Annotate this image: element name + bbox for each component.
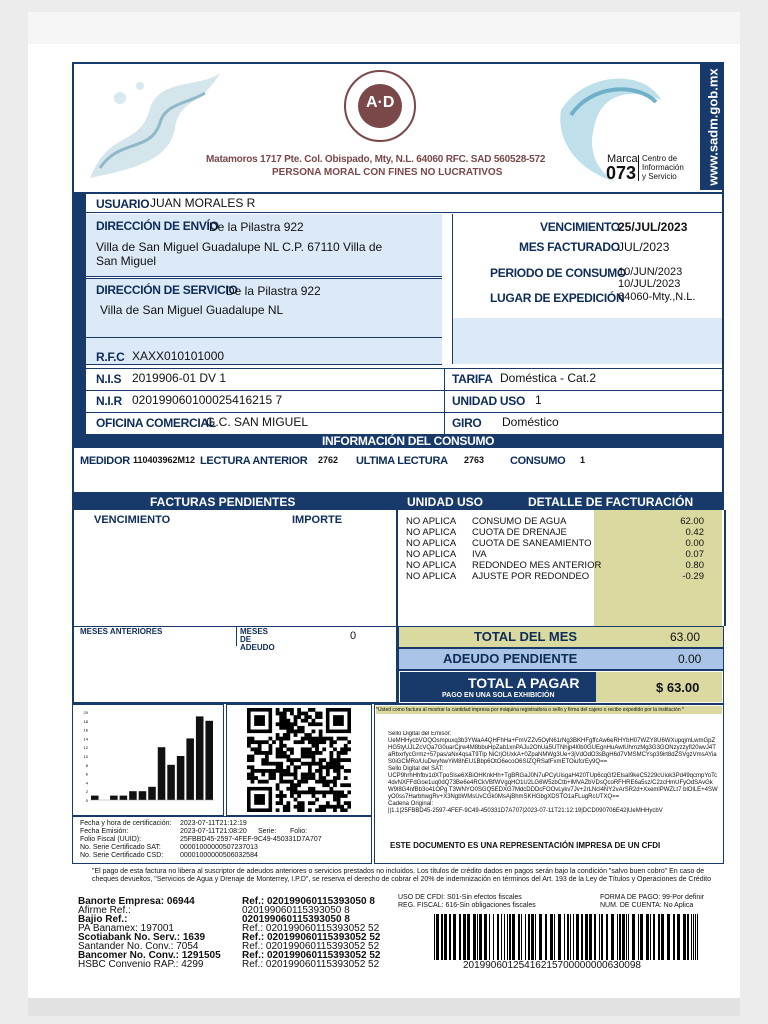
usuario-value: JUAN MORALES R [150, 196, 256, 210]
lectura-anterior-value: 2762 [318, 455, 339, 465]
chart-ytick-label: 8 [85, 762, 88, 768]
chart-ytick-label: 12 [83, 745, 88, 751]
servicio-city: Villa de San Miguel Guadalupe NL [100, 303, 284, 317]
envio-label: DIRECCIÓN DE ENVÍO [96, 219, 219, 233]
cfdi-notice: *Usted como factura al mostrar la cantidad impresa por máquina registradora o sello y firma del cajero o recibo expedido por la institución * [376, 706, 722, 714]
chart-bar [91, 796, 99, 800]
bank-label: Scotiabank No. Serv.: 1639 [78, 932, 206, 943]
nis-value: 2019906-01 DV 1 [132, 371, 227, 385]
header-address: Matamoros 1717 Pte. Col. Obispado, Mty, N.L. 64060 RFC. SAD 560528-572 [206, 154, 546, 165]
marca-number: 073 [606, 163, 637, 183]
bank-reference: Ref.: 020199060115393050 8 [242, 896, 375, 907]
giro-label: GIRO [452, 416, 482, 430]
periodo-end: 10/JUL/2023 [618, 278, 681, 290]
bank-label: HSBC Convenio RAP.: 4299 [78, 959, 204, 970]
detalle-concepto: AJUSTE POR REDONDEO [472, 571, 590, 582]
detalle-unidad: NO APLICA [406, 549, 457, 560]
detalle-importe: 0.07 [685, 549, 704, 560]
marca-desc-line: y Servicio [642, 172, 677, 181]
vencimiento-label: VENCIMIENTO [540, 220, 620, 234]
detalle-row [406, 560, 706, 571]
tarifa-value: Doméstica - Cat.2 [500, 371, 597, 385]
chart-bar [205, 721, 213, 800]
uso-cfdi: USO DE CFDI: S01-Sin efectos fiscales [398, 894, 522, 901]
bank-label: Afirme Ref.: [78, 905, 131, 916]
bank-label: Banorte Empresa: 06944 [78, 896, 195, 907]
envio-city: Villa de San Miguel Guadalupe NL C.P. 67110 Villa de [96, 240, 383, 254]
bank-reference: 020199060115393050 8 [242, 905, 350, 916]
unidad-uso-value: 1 [535, 393, 542, 407]
chart-bar [186, 738, 194, 800]
bank-reference: Ref.: 020199060115393052 52 [242, 959, 380, 970]
detalle-importe: 0.00 [685, 538, 704, 549]
footer-disclaimer: "El pago de esta factura no libera al suscriptor de adeudos anteriores o servicios prestados no incluidos. Los títulos de crédito dados en pagos serán bajo la condición "salvo buen cobro" En caso de cheques devueltos, "Servicios de Agua y Drenaje de Monterrey, I.P.D", se reserva el derecho de cobrar el 20% de indemnización en términos del Art. 193 de la Ley de Títulos y Operaciones de Crédito [92, 868, 711, 883]
chart-bar [129, 791, 137, 800]
website-text: www.sadm.gob.mx [705, 68, 721, 186]
facturas-col-importe: IMPORTE [292, 514, 343, 526]
bank-reference: Ref.: 020199060115393052 52 [242, 932, 381, 943]
regimen-fiscal: REG. FISCAL: 616-Sin obligaciones fiscales [398, 902, 536, 909]
logo-mark: A·D [366, 94, 395, 111]
sadm-logo [344, 70, 416, 142]
unidad-uso-label: UNIDAD USO [452, 394, 526, 408]
detalle-unidad: NO APLICA [406, 538, 457, 549]
lectura-anterior-label: LECTURA ANTERIOR [200, 455, 308, 467]
cert-value: 25FBBD45-2597-4FEF-9C49-450331D7A707 [180, 836, 322, 843]
chart-ytick-label: 4 [85, 780, 88, 786]
cfdi-representation: ESTE DOCUMENTO ES UNA REPRESENTACIÓN IMPRESA DE UN CFDI [390, 841, 661, 850]
vencimiento-value: 25/JUL/2023 [618, 220, 688, 234]
bank-label: Bancomer No. Conv.: 1291505 [78, 950, 221, 961]
chart-ytick-label: 20 [83, 710, 88, 715]
barcode-number: 20199060125416215700000000630098 [463, 960, 641, 971]
chart-bar [139, 791, 147, 800]
chart-ytick-label: 18 [83, 718, 88, 724]
detalle-title: DETALLE DE FACTURACIÓN [528, 495, 694, 509]
ultima-lectura-value: 2763 [464, 455, 485, 465]
folio-label: Folio: [290, 828, 308, 835]
cert-value: 00001000000507237013 [180, 844, 258, 851]
nir-label: N.I.R [96, 394, 122, 408]
mes-facturado-value: JUL/2023 [618, 240, 670, 254]
detalle-importe: 0.42 [685, 527, 704, 538]
detalle-concepto: CUOTA DE SANEAMIENTO [472, 538, 592, 549]
detalle-concepto: REDONDEO MES ANTERIOR [472, 560, 602, 571]
consumo-label: CONSUMO [510, 455, 566, 467]
chart-bar [120, 796, 128, 800]
medidor-value: 110403962M12 [133, 455, 196, 465]
cert-label: Fecha Emisión: [80, 828, 129, 835]
nis-label: N.I.S [96, 372, 122, 386]
cert-label: Fecha y hora de certificación: [80, 820, 172, 827]
tarifa-label: TARIFA [452, 372, 493, 386]
giro-value: Doméstico [502, 415, 559, 429]
total-pagar-subtitle: PAGO EN UNA SOLA EXHIBICIÓN [442, 692, 555, 699]
chart-bar [167, 765, 175, 800]
chart-bar [110, 796, 118, 800]
detalle-unidad: NO APLICA [406, 571, 457, 582]
chart-ytick-label: 6 [85, 771, 88, 777]
num-cuenta: NUM. DE CUENTA: No Aplica [600, 902, 694, 909]
chart-ytick-label: 2 [85, 789, 88, 795]
cert-label: No. Serie Certificado SAT: [80, 844, 161, 851]
envio-street: De la Pilastra 922 [209, 220, 304, 234]
ultima-lectura-label: ULTIMA LECTURA [356, 455, 448, 467]
bank-reference: 020199060115393050 8 [242, 914, 350, 925]
cert-value: 2023-07-11T21:08:20 [180, 828, 247, 835]
meses-adeudo-value: 0 [350, 630, 357, 642]
oficina-label: OFICINA COMERCIAL [96, 416, 216, 430]
header-legal-text: PERSONA MORAL CON FINES NO LUCRATIVOS [272, 167, 503, 178]
detalle-importe: 0.80 [685, 560, 704, 571]
sello-emisor-label: Sello Digital del Emisor: [388, 731, 452, 737]
barcode-icon [432, 914, 700, 960]
consumo-title: INFORMACIÓN DEL CONSUMO [322, 434, 495, 448]
cert-values [180, 820, 322, 860]
marca-description [642, 154, 684, 181]
bank-label: PA Banamex: 197001 [78, 923, 174, 934]
sello-emisor-value: UeMHHycbVOQOsmpuxq3b3YWaA4QHFhHa+FmVZZv5OyN61rNg3BKHFgffcAw6eRHYbH07WZY8U6WXupqjmLwmGpZHG5tyUJLZcVQa7G0uarCjrw4M8bbuHpZab1xnPAJu2OhUa5UTNhjp4l0b0GUEgnHuAwtUhrnzMg3G3GONzyzzyfI20wvJ4TaRbxrfycGrmz+57pas/aNx4qsaT9Tlp NiCrjOUxkA+0ZpaNMWg3Ue+3jVdOdO3sBgH6d7VMSMCYsp39irt8dZSVgzVmsAYiaS0iGCMRo/UuDwyNwYiM8hEU1Bbp6OtO6ecoO6SIZQRSafFxmETOiufcrEy9Q== [388, 738, 717, 765]
chart-ytick-label: 0 [85, 798, 88, 803]
total-pagar-value: $ 63.00 [656, 680, 700, 695]
detalle-concepto: CONSUMO DE AGUA [472, 516, 567, 527]
serie-label: Serie: [258, 828, 277, 835]
detalle-unidad: NO APLICA [406, 527, 457, 538]
top-margin [28, 12, 740, 44]
forma-pago: FORMA DE PAGO: 99-Por definir [600, 894, 705, 901]
consumo-value: 1 [580, 455, 586, 465]
unidad-uso-title: UNIDAD USO [407, 495, 484, 509]
rfc-label: R.F.C [96, 350, 125, 364]
servicio-street: De la Pilastra 922 [226, 284, 321, 298]
facturas-col-vencimiento: VENCIMIENTO [94, 514, 171, 526]
chart-bar [148, 787, 156, 800]
facturas-box [72, 510, 398, 704]
detalle-importe: 62.00 [680, 516, 704, 527]
chart-ytick-label: 14 [83, 736, 88, 742]
chart-bar [177, 756, 185, 800]
total-mes-label: TOTAL DEL MES [474, 629, 578, 644]
detalle-importe: -0.29 [682, 571, 704, 582]
periodo-start: 10/JUN/2023 [618, 266, 683, 278]
customer-side-bar [74, 194, 86, 434]
chart-bar [158, 747, 166, 800]
cadena-label: Cadena Original: [388, 801, 434, 807]
medidor-label: MEDIDOR [80, 455, 130, 467]
bank-label: Santander No. Conv.: 7054 [78, 941, 199, 952]
cert-labels [80, 820, 171, 860]
detalle-row [406, 571, 706, 582]
meses-adeudo-label: MESES DE ADEUDO [240, 627, 275, 652]
marca-label: Marca [607, 153, 638, 165]
total-pagar-label: TOTAL A PAGAR [468, 675, 580, 691]
rfc-value: XAXX010101000 [132, 349, 225, 363]
detalle-unidad: NO APLICA [406, 516, 457, 527]
detalle-row [406, 549, 706, 560]
cert-value: 00001000000506032584 [180, 852, 258, 859]
sello-sat-label: Sello Digital del SAT: [388, 766, 444, 772]
oficina-value: G.C. SAN MIGUEL [206, 415, 309, 429]
cadena-value: ||1.1|25FBBD45-2597-4FEF-9C49-450331D7A707|2023-07-11T21:12:19|DCD090706E42|UeMHHycbV [388, 808, 663, 814]
adeudo-value: 0.00 [678, 652, 702, 666]
bank-reference: Ref.: 020199060115393052 52 [242, 923, 380, 934]
qr-code-icon [247, 708, 351, 812]
consumption-chart [76, 708, 220, 812]
facturas-title: FACTURAS PENDIENTES [150, 495, 296, 509]
adeudo-label: ADEUDO PENDIENTE [443, 651, 578, 666]
total-mes-value: 63.00 [670, 630, 701, 644]
marca-divider [638, 155, 639, 181]
bottom-margin [28, 998, 740, 1016]
cert-label: Folio Fiscal (UUID): [80, 836, 142, 843]
marca-desc-line: Centro de [642, 154, 678, 163]
chart-ytick-label: 10 [83, 754, 88, 759]
cert-value: 2023-07-11T21:12:19 [180, 820, 247, 827]
detalle-row [406, 527, 706, 538]
cert-label: No. Serie Certificado CSD: [80, 852, 164, 859]
detalle-unidad: NO APLICA [406, 560, 457, 571]
detalle-row [406, 516, 706, 527]
sello-sat-value: UCP9hrhHhfbv1dXTpoSlse6XBiOHKnkHh+TgBRGaJ0N7uPCyUisgaH420TUp6cqGf2ElsaI9keC5229cUiok3Pd49qcmpYoTc4dvNXFFdGoe1uq0dQ73Be6e4RCkVBfWVgqHO1U2LG6W5zbCtb+lMVAZbVDsQcoRFHRE6a5sz/C2zcHmUFyOdSAvGkW9l8G4nfBb3o41OPg T3WNYO0SGQ5EDXG7MdcDDDcFOOvLykv7Jv+2rLNcl4NY2vArSR2d+XxemlPWZLt7 blOlLE+4SWyO0ss7HarbhwgRv+X3NgbWMsUvCGk0MsAjBhmSKHGbgXDSTO1aFLugRcUTXQ== [388, 773, 718, 800]
marca-desc-line: Información [642, 163, 684, 172]
detalle-concepto: CUOTA DE DRENAJE [472, 527, 567, 538]
water-splash-left-icon [80, 68, 230, 186]
bank-reference: Ref.: 020199060115393052 52 [242, 950, 381, 961]
usuario-label: USUARIO [96, 197, 150, 211]
chart-ytick-label: 16 [83, 727, 88, 733]
lugar-value: 64060-Mty.,N.L. [618, 291, 696, 303]
meses-anteriores-label: MESES ANTERIORES [80, 627, 163, 636]
bank-label: Bajio Ref.: [78, 914, 128, 925]
envio-city-2: San Miguel [96, 254, 157, 268]
lugar-label: LUGAR DE EXPEDICIÓN [490, 291, 625, 305]
meses-divider [236, 626, 237, 646]
chart-bar [196, 716, 204, 800]
periodo-label: PERIODO DE CONSUMO [490, 266, 626, 280]
mes-facturado-label: MES FACTURADO [519, 240, 620, 254]
nir-value: 020199060100025416215 7 [132, 393, 283, 407]
servicio-label: DIRECCIÓN DE SERVICIO [96, 283, 238, 297]
bank-reference: Ref.: 020199060115393052 52 [242, 941, 380, 952]
detalle-row [406, 538, 706, 549]
detalle-concepto: IVA [472, 549, 487, 560]
